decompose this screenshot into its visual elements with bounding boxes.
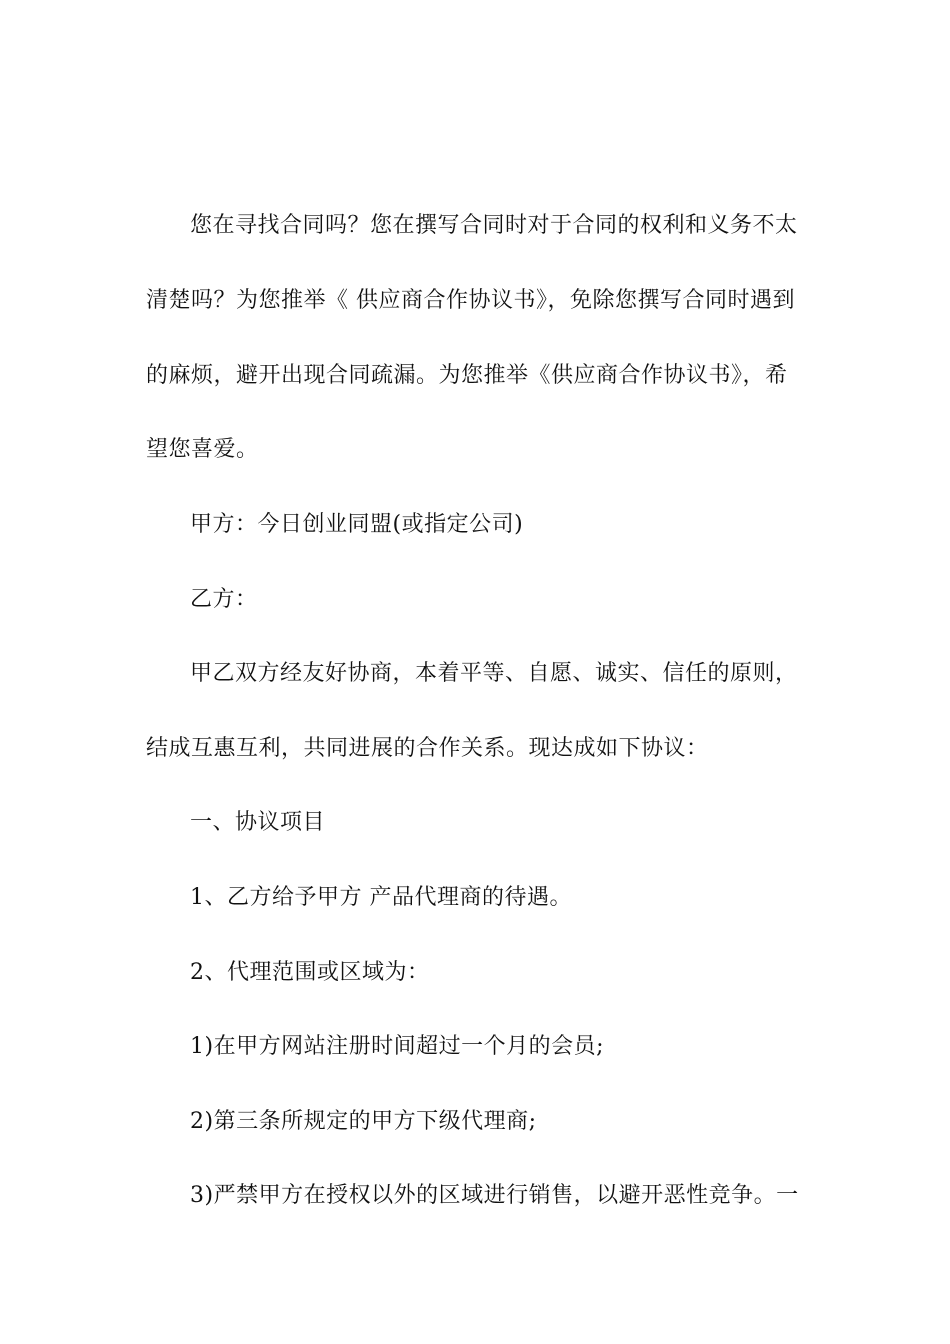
sub-clause-1: 1)在甲方网站注册时间超过一个月的会员; <box>190 1034 604 1059</box>
paragraph-intro-line-3: 的麻烦，避开出现合同疏漏。为您推举《供应商合作协议书》，希 <box>146 363 788 388</box>
clause-2: 2、代理范围或区域为： <box>190 960 430 985</box>
party-a-line: 甲方：今日创业同盟(或指定公司) <box>190 512 524 537</box>
party-b-line: 乙方： <box>190 587 258 612</box>
paragraph-agreement-line-2: 结成互惠互利，共同进展的合作关系。现达成如下协议： <box>146 736 709 761</box>
paragraph-intro-line-1: 您在寻找合同吗？您在撰写合同时对于合同的权利和义务不太 <box>190 213 798 238</box>
paragraph-intro-line-2: 清楚吗？为您推举《 供应商合作协议书》，免除您撰写合同时遇到 <box>146 288 795 313</box>
clause-1: 1、乙方给予甲方 产品代理商的待遇。 <box>190 885 572 910</box>
paragraph-agreement-line-1: 甲乙双方经友好协商，本着平等、自愿、诚实、信任的原则， <box>190 661 798 686</box>
sub-clause-3: 3)严禁甲方在授权以外的区域进行销售，以避开恶性竞争。一 <box>190 1183 799 1208</box>
paragraph-intro-line-4: 望您喜爱。 <box>146 437 259 462</box>
sub-clause-2: 2)第三条所规定的甲方下级代理商; <box>190 1109 537 1134</box>
section-heading: 一、协议项目 <box>190 810 326 835</box>
